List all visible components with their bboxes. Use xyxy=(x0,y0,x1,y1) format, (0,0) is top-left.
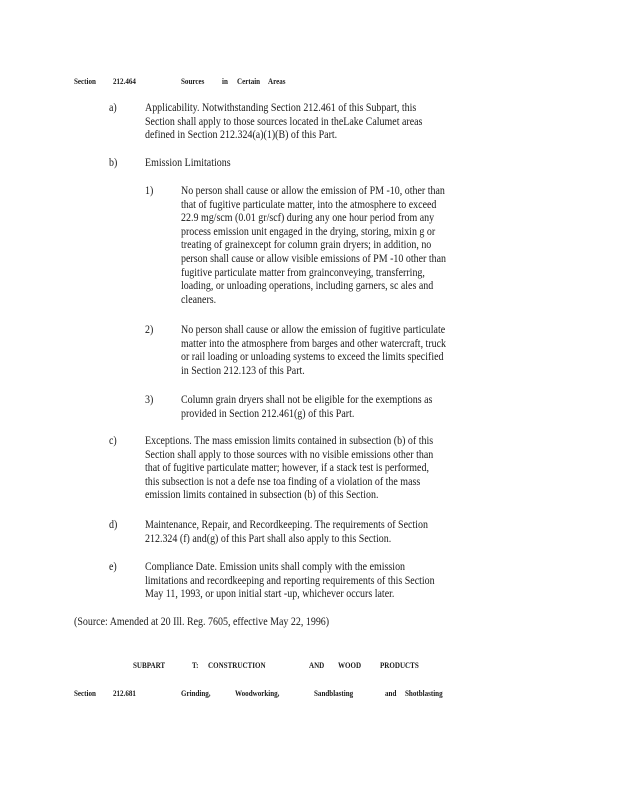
paragraph-label: b) xyxy=(109,156,118,169)
paragraph-text xyxy=(145,434,433,502)
section-title-word: and xyxy=(385,688,397,698)
subpart-word: WOOD xyxy=(338,660,362,670)
text-line: Compliance Date. Emission units shall comply with the emission xyxy=(145,560,406,573)
subitem-label: 1) xyxy=(145,184,154,197)
text-line: Section shall apply to those sources located in theLake Calumet areas xyxy=(145,114,423,128)
text-line: 22.9 mg/scm (0.01 gr/scf) during any one hour period from any xyxy=(181,211,435,225)
text-line: treating of grainexcept for column grain dryers; in addition, no xyxy=(181,238,432,252)
text-line: emission limits contained in subsection (b) of this Section. xyxy=(145,488,379,502)
section-title-word: Woodworking, xyxy=(235,688,280,698)
source-note: (Source: Amended at 20 Ill. Reg. 7605, effective May 22, 1996) xyxy=(74,615,330,628)
subitem-text xyxy=(181,393,432,420)
section-title-word: Grinding, xyxy=(181,688,211,698)
paragraph-label: e) xyxy=(109,560,117,573)
paragraph-label: a) xyxy=(109,101,117,114)
subitem-text xyxy=(181,184,446,306)
paragraph-label: c) xyxy=(109,434,117,447)
subpart-word: T: xyxy=(192,660,199,670)
subitem-label: 3) xyxy=(145,393,154,406)
subitem-label: 2) xyxy=(145,323,154,336)
subitem-text xyxy=(181,323,446,377)
paragraph-text xyxy=(145,101,422,142)
section-title-word: in xyxy=(222,76,228,86)
text-line: limitations and recordkeeping and reporting requirements of this Section xyxy=(145,573,435,587)
section-number: 212.681 xyxy=(113,688,136,698)
text-line: Section shall apply to those sources with no visible emissions other than xyxy=(145,447,434,461)
text-line: No person shall cause or allow the emission of PM -10, other than xyxy=(181,184,445,197)
text-line: fugitive particulate matter from grainconveying, transferring, xyxy=(181,265,425,279)
paragraph-text xyxy=(145,518,428,545)
text-line: cleaners. xyxy=(181,292,217,306)
section-title-word: Areas xyxy=(268,76,286,86)
section-number: 212.464 xyxy=(113,76,136,86)
text-line: in Section 212.123 of this Part. xyxy=(181,363,305,377)
section-label: Section xyxy=(74,76,96,86)
text-line: Exceptions. The mass emission limits contained in subsection (b) of this xyxy=(145,434,434,447)
section-label: Section xyxy=(74,688,96,698)
text-line: this subsection is not a defe nse toa finding of a violation of the mass xyxy=(145,474,421,488)
section-title-word: Shotblasting xyxy=(405,688,443,698)
paragraph-label: d) xyxy=(109,518,118,531)
text-line: Emission Limitations xyxy=(145,156,231,169)
text-line: May 11, 1993, or upon initial start -up, whichever occurs later. xyxy=(145,587,395,601)
text-line: No person shall cause or allow the emission of fugitive particulate xyxy=(181,323,446,336)
text-line: Maintenance, Repair, and Recordkeeping. The requirements of Section xyxy=(145,518,428,531)
text-line: that of fugitive particulate matter, into the atmosphere to exceed xyxy=(181,197,437,211)
subpart-word: CONSTRUCTION xyxy=(208,660,266,670)
text-line: Column grain dryers shall not be eligible for the exemptions as xyxy=(181,393,433,406)
section-title-word: Sandblasting xyxy=(314,688,354,698)
text-line: Applicability. Notwithstanding Section 212.461 of this Subpart, this xyxy=(145,101,417,114)
text-line: loading, or unloading operations, including garners, sc ales and xyxy=(181,279,434,293)
text-line: 212.324 (f) and(g) of this Part shall also apply to this Section. xyxy=(145,531,392,545)
section-title-word: Certain xyxy=(237,76,261,86)
paragraph-text xyxy=(145,156,231,170)
text-line: person shall cause or allow visible emissions of PM -10 other than xyxy=(181,251,447,265)
paragraph-text xyxy=(145,560,435,601)
text-line: or rail loading or unloading systems to exceed the limits specified xyxy=(181,350,444,364)
subpart-word: SUBPART xyxy=(133,660,166,670)
subpart-word: PRODUCTS xyxy=(380,660,419,670)
subpart-word: AND xyxy=(309,660,325,670)
section-title-word: Sources xyxy=(181,76,205,86)
text-line: defined in Section 212.324(a)(1)(B) of this Part. xyxy=(145,128,338,142)
text-line: provided in Section 212.461(g) of this Part. xyxy=(181,406,355,420)
text-line: that of fugitive particulate matter; however, if a stack test is performed, xyxy=(145,461,429,475)
text-line: matter into the atmosphere from barges and other watercraft, truck xyxy=(181,336,447,350)
text-line: process emission unit engaged in the drying, storing, mixin g or xyxy=(181,224,436,238)
